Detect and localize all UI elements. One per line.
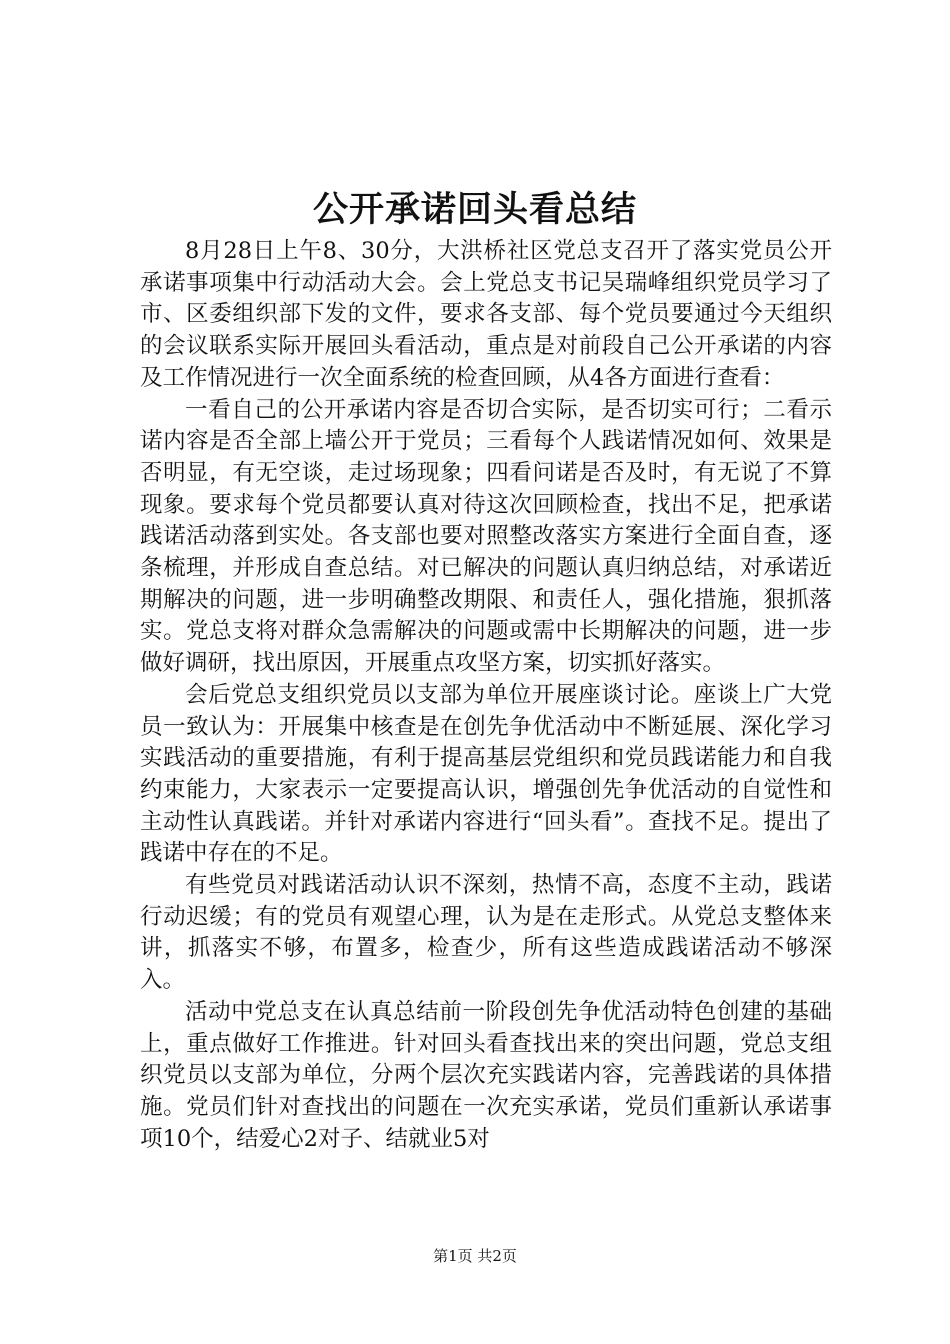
paragraph: 会后党总支组织党员以支部为单位开展座谈讨论。座谈上广大党员一致认为：开展集中核查是在创先争优活动中不断延展、深化学习实践活动的重要措施，有利于提高基层党组织和党员践诺能力和自我约束能力，大家表示一定要提高认识，增强创先争优活动的自觉性和主动性认真践诺。并针对承诺内容进行“回头看”。查找不足。提出了践诺中存在的不足。: [140, 681, 832, 867]
document-title: 公开承诺回头看总结: [312, 189, 637, 230]
page-footer: 第1页 共2页: [433, 1247, 517, 1265]
paragraph: 8月28日上午8、30分，大洪桥社区党总支召开了落实党员公开承诺事项集中行动活动大会。会上党总支书记吴瑞峰组织党员学习了市、区委组织部下发的文件，要求各支部、每个党员要通过今天组织的会议联系实际开展回头看活动，重点是对前段自己公开承诺的内容及工作情况进行一次全面系统的检查回顾，从4各方面进行查看：: [140, 238, 832, 391]
paragraph: 活动中党总支在认真总结前一阶段创先争优活动特色创建的基础上，重点做好工作推进。针对回头看查找出来的突出问题，党总支组织党员以支部为单位，分两个层次充实践诺内容，完善践诺的具体措施。党员们针对查找出的问题在一次充实承诺，党员们重新认承诺事项10个，结爱心2对子、结就业5对: [140, 998, 832, 1152]
paragraph: 一看自己的公开承诺内容是否切合实际，是否切实可行；二看示诺内容是否全部上墙公开于党员；三看每个人践诺情况如何、效果是否明显，有无空谈，走过场现象；四看问诺是否及时，有无说了不算现象。要求每个党员都要认真对待这次回顾检查，找出不足，把承诺践诺活动落到实处。各支部也要对照整改落实方案进行全面自查，逐条梳理，并形成自查总结。对已解决的问题认真归纳总结，对承诺近期解决的问题，进一步明确整改期限、和责任人，强化措施，狠抓落实。党总支将对群众急需解决的问题或需中长期解决的问题，进一步做好调研，找出原因，开展重点攻坚方案，切实抓好落实。: [140, 396, 832, 677]
document-body: [140, 236, 832, 1155]
paragraph: 有些党员对践诺活动认识不深刻，热情不高，态度不主动，践诺行动迟缓；有的党员有观望心理，认为是在走形式。从党总支整体来讲，抓落实不够，布置多，检查少，所有这些造成践诺活动不够深入。: [140, 872, 832, 994]
